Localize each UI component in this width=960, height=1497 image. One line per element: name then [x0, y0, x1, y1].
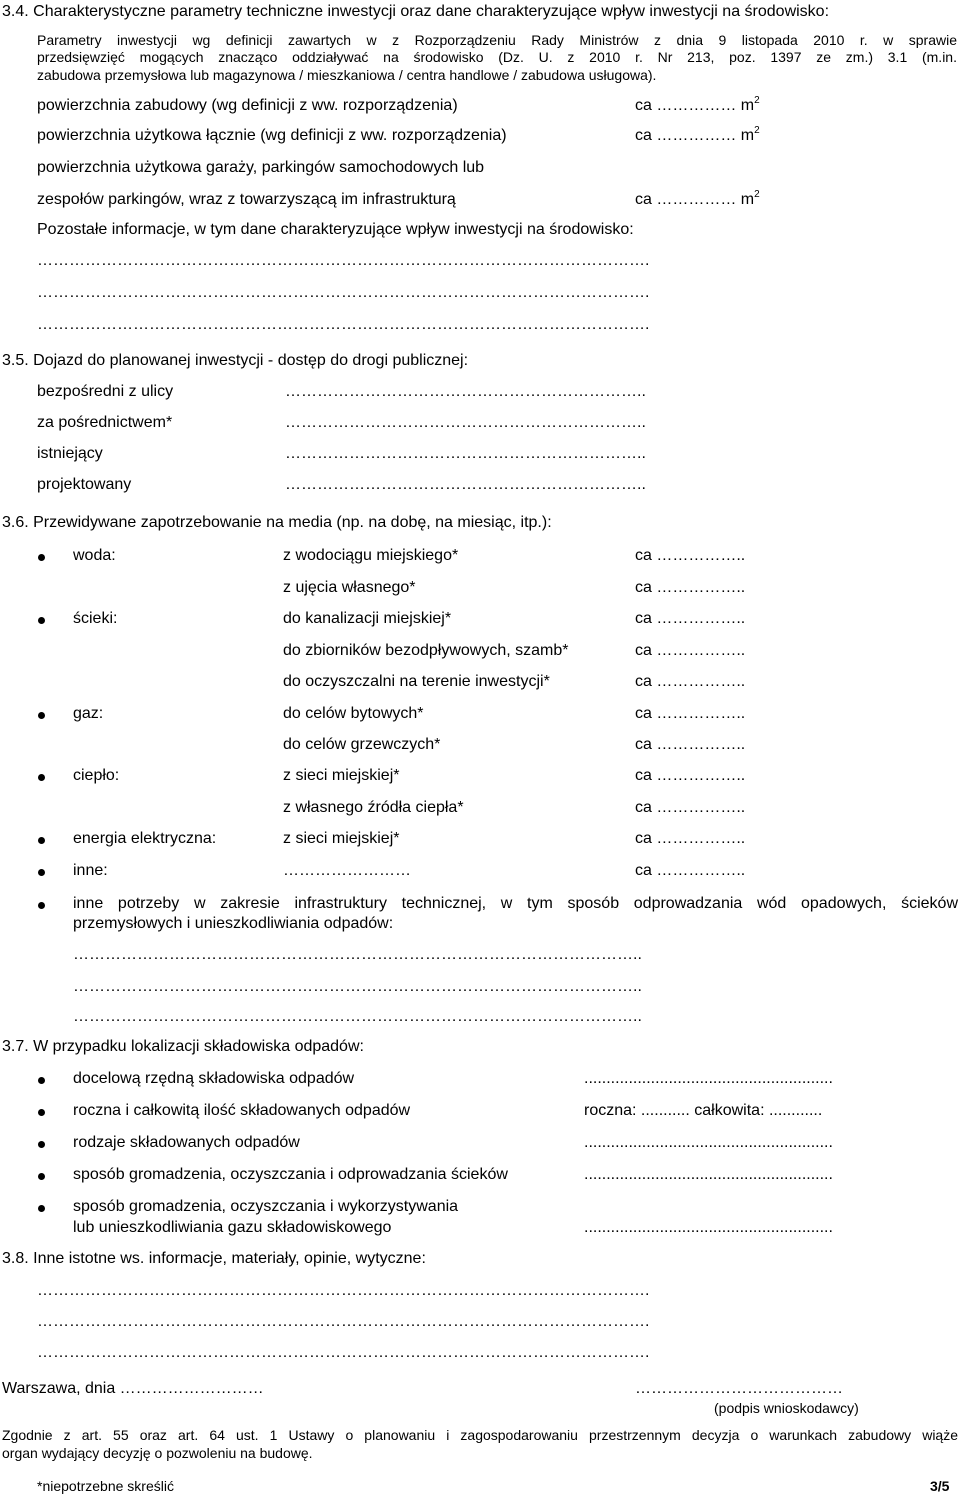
access-indirect-label: za pośrednictwem*	[37, 414, 173, 431]
bullet-icon	[38, 837, 45, 844]
media-amount-field[interactable]: ca ……………..	[635, 547, 746, 564]
bullet-icon	[38, 774, 45, 781]
built-area-value: ca …………… $m^2$	[635, 95, 760, 114]
bullet-icon	[38, 902, 45, 909]
section-3-4-paragraph-line-1: Parametry inwestycji wg definicji zawartych w z Rozporządzeniu Rady Ministrów z dnia 9 listopada 2010 r. w sprawie	[37, 32, 957, 48]
usable-area-value: ca …………… $m^2$	[635, 125, 760, 144]
landfill-gas-label-line-2: lub unieszkodliwiania gazu składowiskowego	[73, 1219, 392, 1236]
bullet-icon	[38, 617, 45, 624]
bullet-icon	[38, 869, 45, 876]
media-amount-field[interactable]: ca ……………..	[635, 642, 746, 659]
bullet-icon	[38, 554, 45, 561]
infra-needs-line-1: inne potrzeby w zakresie infrastruktury technicznej, w tym sposób odprowadzania wód opadowych, ścieków	[73, 895, 958, 912]
landfill-label: rodzaje składowanych odpadów	[73, 1134, 300, 1151]
other-notes-line-3[interactable]: …………………………………………………………………………………………………….	[37, 1344, 650, 1361]
other-info-line-3[interactable]: …………………………………………………………………………………………………….	[37, 316, 650, 333]
other-notes-line-1[interactable]: …………………………………………………………………………………………………….	[37, 1282, 650, 1299]
signature-field[interactable]: …………………………………	[635, 1380, 843, 1397]
built-area-label: powierzchnia zabudowy (wg definicji z ww. rozporządzenia)	[37, 97, 458, 114]
landfill-label: docelową rzędną składowiska odpadów	[73, 1070, 355, 1087]
section-3-4-paragraph-line-3: zabudowa przemysłowa lub magazynowa / mieszkaniowa / centra handlowe / zabudowa usługowa).	[37, 67, 657, 83]
media-amount-field[interactable]: ca ……………..	[635, 767, 746, 784]
legal-note-line-1: Zgodnie z art. 55 oraz art. 64 ust. 1 Ustawy o planowaniu i zagospodarowaniu przestrzennym decyzja o warunkach zabudowy wiąże	[2, 1427, 958, 1443]
media-source-label: do celów grzewczych*	[283, 736, 441, 753]
bullet-icon	[38, 1109, 45, 1116]
landfill-value-field[interactable]: ........................................................	[584, 1166, 833, 1183]
access-indirect-value[interactable]: …………………………………………………………..	[285, 414, 646, 431]
bullet-icon	[38, 1173, 45, 1180]
landfill-gas-label-line-1: sposób gromadzenia, oczyszczania i wykorzystywania	[73, 1198, 459, 1215]
garage-area-value: ca …………… $m^2$	[635, 189, 760, 208]
access-planned-value[interactable]: …………………………………………………………..	[285, 476, 646, 493]
media-source-label: z ujęcia własnego*	[283, 579, 416, 596]
garage-area-label-line-1: powierzchnia użytkowa garaży, parkingów samochodowych lub	[37, 159, 485, 176]
section-3-4-title: 3.4. Charakterystyczne parametry techniczne inwestycji oraz dane charakteryzujące wpływ inwestycji na środowisko:	[2, 3, 830, 20]
media-source-label: do kanalizacji miejskiej*	[283, 610, 452, 627]
landfill-value-field[interactable]: ........................................................	[584, 1134, 833, 1151]
media-category-label: inne:	[73, 862, 108, 879]
media-amount-field[interactable]: ca ……………..	[635, 736, 746, 753]
place-date-field[interactable]: Warszawa, dnia ………………………	[2, 1380, 264, 1397]
infra-needs-dots-1[interactable]: ……………………………………………………………………………………………..	[73, 946, 642, 963]
media-source-label: do oczyszczalni na terenie inwestycji*	[283, 673, 550, 690]
infra-needs-dots-2[interactable]: ……………………………………………………………………………………………..	[73, 978, 642, 995]
bullet-icon	[38, 1141, 45, 1148]
media-category-label: gaz:	[73, 705, 104, 722]
page-number: 3/5	[930, 1478, 950, 1494]
media-source-label[interactable]: ……………………	[283, 862, 411, 879]
media-source-label: z sieci miejskiej*	[283, 830, 400, 847]
media-category-label: ciepło:	[73, 767, 120, 784]
media-source-label: z własnego źródła ciepła*	[283, 799, 464, 816]
media-category-label: woda:	[73, 547, 116, 564]
infra-needs-line-2: przemysłowych i unieszkodliwiania odpadów:	[73, 915, 394, 932]
footnote: *niepotrzebne skreślić	[37, 1478, 174, 1494]
landfill-gas-value[interactable]: ........................................................	[584, 1219, 833, 1236]
section-3-8-title: 3.8. Inne istotne ws. informacje, materiały, opinie, wytyczne:	[2, 1250, 426, 1267]
bullet-icon	[38, 1205, 45, 1212]
landfill-value-field[interactable]: ........................................................	[584, 1070, 833, 1087]
other-info-label: Pozostałe informacje, w tym dane charakteryzujące wpływ inwestycji na środowisko:	[37, 221, 634, 238]
media-category-label: ścieki:	[73, 610, 118, 627]
signature-caption: (podpis wnioskodawcy)	[714, 1400, 859, 1416]
bullet-icon	[38, 712, 45, 719]
media-amount-field[interactable]: ca ……………..	[635, 799, 746, 816]
other-notes-line-2[interactable]: …………………………………………………………………………………………………….	[37, 1313, 650, 1330]
section-3-6-title: 3.6. Przewidywane zapotrzebowanie na media (np. na dobę, na miesiąc, itp.):	[2, 514, 552, 531]
landfill-value-field[interactable]: roczna: ........... całkowita: ............	[584, 1102, 823, 1119]
access-direct-label: bezpośredni z ulicy	[37, 383, 174, 400]
landfill-label: sposób gromadzenia, oczyszczania i odprowadzania ścieków	[73, 1166, 508, 1183]
other-info-line-1[interactable]: …………………………………………………………………………………………………….	[37, 252, 650, 269]
media-amount-field[interactable]: ca ……………..	[635, 705, 746, 722]
media-amount-field[interactable]: ca ……………..	[635, 830, 746, 847]
infra-needs-dots-3[interactable]: ……………………………………………………………………………………………..	[73, 1008, 642, 1025]
media-source-label: do celów bytowych*	[283, 705, 424, 722]
bullet-icon	[38, 1077, 45, 1084]
other-info-line-2[interactable]: …………………………………………………………………………………………………….	[37, 284, 650, 301]
access-direct-value[interactable]: …………………………………………………………..	[285, 383, 646, 400]
media-source-label: do zbiorników bezodpływowych, szamb*	[283, 642, 569, 659]
media-amount-field[interactable]: ca ……………..	[635, 579, 746, 596]
media-amount-field[interactable]: ca ……………..	[635, 673, 746, 690]
garage-area-label-line-2: zespołów parkingów, wraz z towarzyszącą im infrastrukturą	[37, 191, 456, 208]
legal-note-line-2: organ wydający decyzję o pozwoleniu na budowę.	[2, 1445, 313, 1461]
usable-area-label: powierzchnia użytkowa łącznie (wg definicji z ww. rozporządzenia)	[37, 127, 507, 144]
section-3-4-paragraph-line-2: przedsięwzięć mogących znacząco oddziaływać na środowisko (Dz. U. z 2010 r. Nr 213, poz. 1397 ze zm.) 3.1 (m.in.	[37, 49, 957, 65]
media-source-label: z sieci miejskiej*	[283, 767, 400, 784]
media-category-label: energia elektryczna:	[73, 830, 217, 847]
media-amount-field[interactable]: ca ……………..	[635, 862, 746, 879]
media-source-label: z wodociągu miejskiego*	[283, 547, 459, 564]
section-3-7-title: 3.7. W przypadku lokalizacji składowiska odpadów:	[2, 1038, 364, 1055]
access-existing-value[interactable]: …………………………………………………………..	[285, 445, 646, 462]
access-planned-label: projektowany	[37, 476, 132, 493]
media-amount-field[interactable]: ca ……………..	[635, 610, 746, 627]
landfill-label: roczna i całkowitą ilość składowanych odpadów	[73, 1102, 411, 1119]
access-existing-label: istniejący	[37, 445, 103, 462]
section-3-5-title: 3.5. Dojazd do planowanej inwestycji - dostęp do drogi publicznej:	[2, 352, 469, 369]
